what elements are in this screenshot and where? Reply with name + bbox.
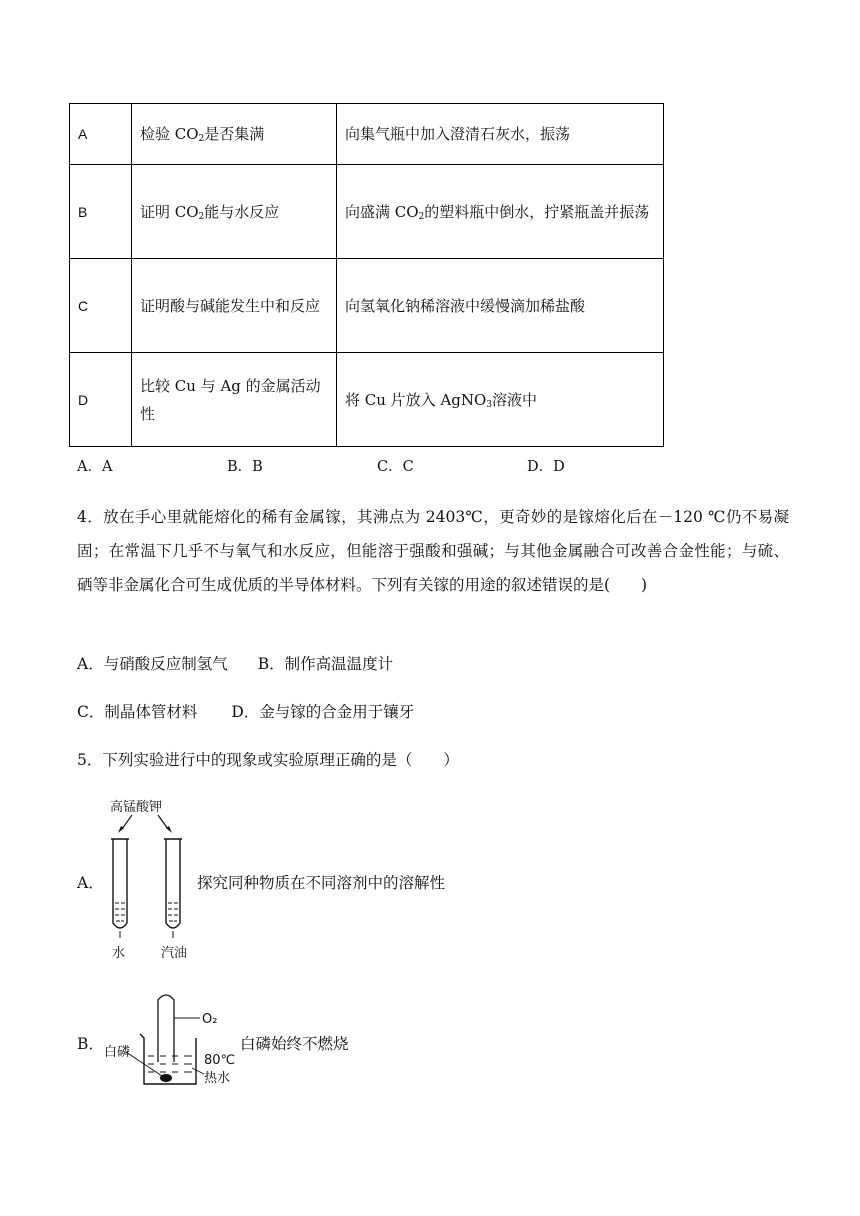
q4-choice-c[interactable]: C．制晶体管材料 [77, 703, 198, 721]
row-method: 将 Cu 片放入 AgNO$_3$溶液中 [337, 353, 664, 447]
test-tubes-figure [100, 795, 200, 965]
table-row [70, 259, 664, 353]
q5-option-a-label[interactable]: A． [77, 874, 104, 892]
choice-c[interactable]: C．C [377, 459, 414, 475]
q5-option-b-label[interactable]: B． [77, 1035, 104, 1053]
q5-option-b-text: 白磷始终不燃烧 [240, 1035, 349, 1053]
table-row [70, 353, 664, 447]
row-key: D [70, 353, 132, 447]
choice-b[interactable]: B．B [227, 459, 263, 475]
q4-choices-row1 [77, 652, 393, 674]
row-purpose: 证明酸与碱能发生中和反应 [132, 259, 337, 353]
row-purpose: 检验 $CO_2$是否集满 [132, 104, 337, 165]
beaker-figure [104, 990, 240, 1090]
fig-a-left-label: 水 [112, 946, 126, 961]
q4-choice-b[interactable]: B．制作高温温度计 [257, 655, 394, 673]
row-method: 向盛满 $CO_2$的塑料瓶中倒水，拧紧瓶盖并振荡 [337, 165, 664, 259]
row-purpose: 比较 Cu 与 Ag 的金属活动性 [132, 353, 337, 447]
q4-choice-a[interactable]: A．与硝酸反应制氢气 [77, 655, 228, 673]
table-row [70, 165, 664, 259]
fig-a-top-label: 高锰酸钾 [110, 800, 163, 815]
row-key: C [70, 259, 132, 353]
choice-a[interactable]: A．A [77, 459, 113, 475]
q4-choices-row2 [77, 700, 414, 722]
options-table [69, 103, 664, 447]
row-key: B [70, 165, 132, 259]
row-purpose: 证明 $CO_2$能与水反应 [132, 165, 337, 259]
table-row [70, 104, 664, 165]
fig-b-water-label: 热水 [204, 1071, 231, 1086]
row-key: A [70, 104, 132, 165]
fig-b-gas-label: O₂ [202, 1012, 218, 1027]
fig-b-left-label: 白磷 [104, 1045, 131, 1060]
fig-b-temp-label: 80℃ [204, 1053, 236, 1068]
choice-d[interactable]: D．D [527, 459, 565, 475]
question-5-text: 5．下列实验进行中的现象或实验原理正确的是（ ） [77, 751, 459, 769]
row-method: 向氢氧化钠稀溶液中缓慢滴加稀盐酸 [337, 259, 664, 353]
question-4-text: 4．放在手心里就能熔化的稀有金属镓，其沸点为 2403℃，更奇妙的是镓熔化后在－120 ℃仍不易凝固；在常温下几乎不与氧气和水反应，但能溶于强酸和强碱；与其他金属融合可改善合金性能；与硫、硒等非金属化合可生成优质的半导体材料。下列有关镓的用途的叙述错误的是( ) [77, 508, 789, 594]
q5-option-a-text: 探究同种物质在不同溶剂中的溶解性 [197, 874, 446, 892]
row-method: 向集气瓶中加入澄清石灰水，振荡 [337, 104, 664, 165]
fig-a-right-label: 汽油 [161, 946, 188, 961]
q4-choice-d[interactable]: D．金与镓的合金用于镶牙 [231, 703, 415, 721]
